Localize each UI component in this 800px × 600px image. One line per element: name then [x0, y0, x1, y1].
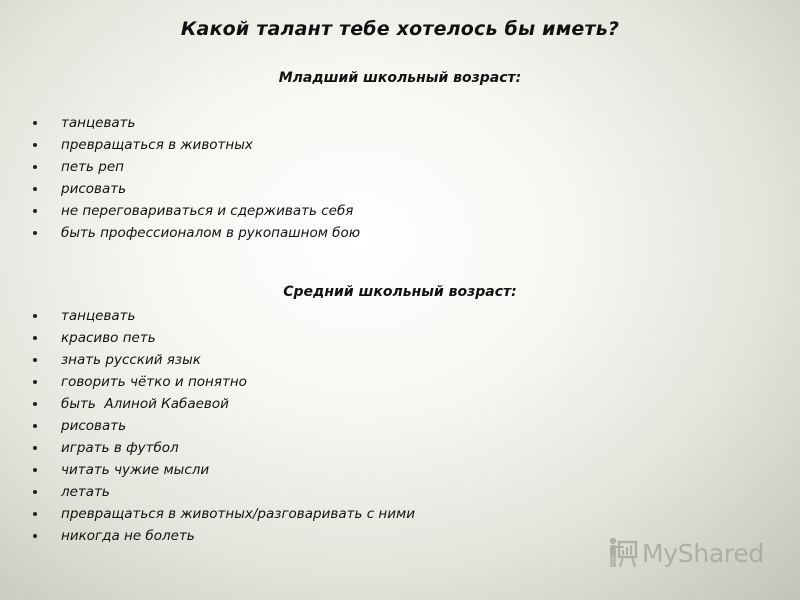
list-item	[0, 371, 700, 393]
list-item	[0, 503, 700, 525]
section-heading-middle: Средний школьный возраст:	[283, 284, 517, 300]
bullet-icon	[33, 358, 37, 362]
list-item	[0, 112, 700, 134]
list-item-text: петь реп	[61, 159, 124, 175]
list-item	[0, 327, 700, 349]
list-item	[0, 156, 700, 178]
presenter-board-icon	[604, 536, 638, 570]
myshared-watermark	[604, 536, 764, 570]
list-item-text: превращаться в животных	[61, 137, 253, 153]
watermark-brand-shared: Shared	[677, 538, 764, 568]
bullet-icon	[33, 314, 37, 318]
list-item	[0, 134, 700, 156]
watermark-brand-my: My	[642, 538, 678, 568]
bullet-icon	[33, 402, 37, 406]
list-item-text: никогда не болеть	[61, 528, 195, 544]
list-item-text: читать чужие мысли	[61, 462, 210, 478]
bullet-icon	[33, 446, 37, 450]
bullet-icon	[33, 424, 37, 428]
bullet-icon	[33, 468, 37, 472]
list-item-text: не переговариваться и сдерживать себя	[61, 203, 354, 219]
list-item-text: быть профессионалом в рукопашном бою	[61, 225, 361, 241]
bullet-list-middle	[0, 305, 700, 547]
watermark-text	[642, 539, 764, 568]
list-item	[0, 459, 700, 481]
slide-title: Какой талант тебе хотелось бы иметь?	[180, 18, 620, 40]
list-item-text: превращаться в животных/разговаривать с ними	[61, 506, 415, 522]
list-item	[0, 349, 700, 371]
section-heading-junior: Младший школьный возраст:	[278, 70, 522, 86]
bullet-icon	[33, 143, 37, 147]
bullet-icon	[33, 209, 37, 213]
list-item-text: играть в футбол	[61, 440, 179, 456]
list-item-text: летать	[61, 484, 110, 500]
bullet-icon	[33, 380, 37, 384]
list-item	[0, 305, 700, 327]
bullet-icon	[33, 165, 37, 169]
list-item	[0, 415, 700, 437]
list-item-text: рисовать	[61, 418, 127, 434]
bullet-icon	[33, 534, 37, 538]
list-item	[0, 200, 700, 222]
list-item	[0, 178, 700, 200]
list-item-text: танцевать	[61, 308, 136, 324]
bullet-icon	[33, 490, 37, 494]
bullet-list-junior	[0, 112, 700, 244]
list-item	[0, 393, 700, 415]
list-item-text: танцевать	[61, 115, 136, 131]
list-item-text: быть Алиной Кабаевой	[61, 396, 229, 412]
list-item-text: говорить чётко и понятно	[61, 374, 247, 390]
bullet-icon	[33, 231, 37, 235]
list-item	[0, 222, 700, 244]
list-item-text: красиво петь	[61, 330, 156, 346]
list-item-text: рисовать	[61, 181, 127, 197]
list-item	[0, 525, 700, 547]
list-item-text: знать русский язык	[61, 352, 201, 368]
bullet-icon	[33, 121, 37, 125]
bullet-icon	[33, 187, 37, 191]
list-item	[0, 437, 700, 459]
bullet-icon	[33, 336, 37, 340]
bullet-icon	[33, 512, 37, 516]
list-item	[0, 481, 700, 503]
